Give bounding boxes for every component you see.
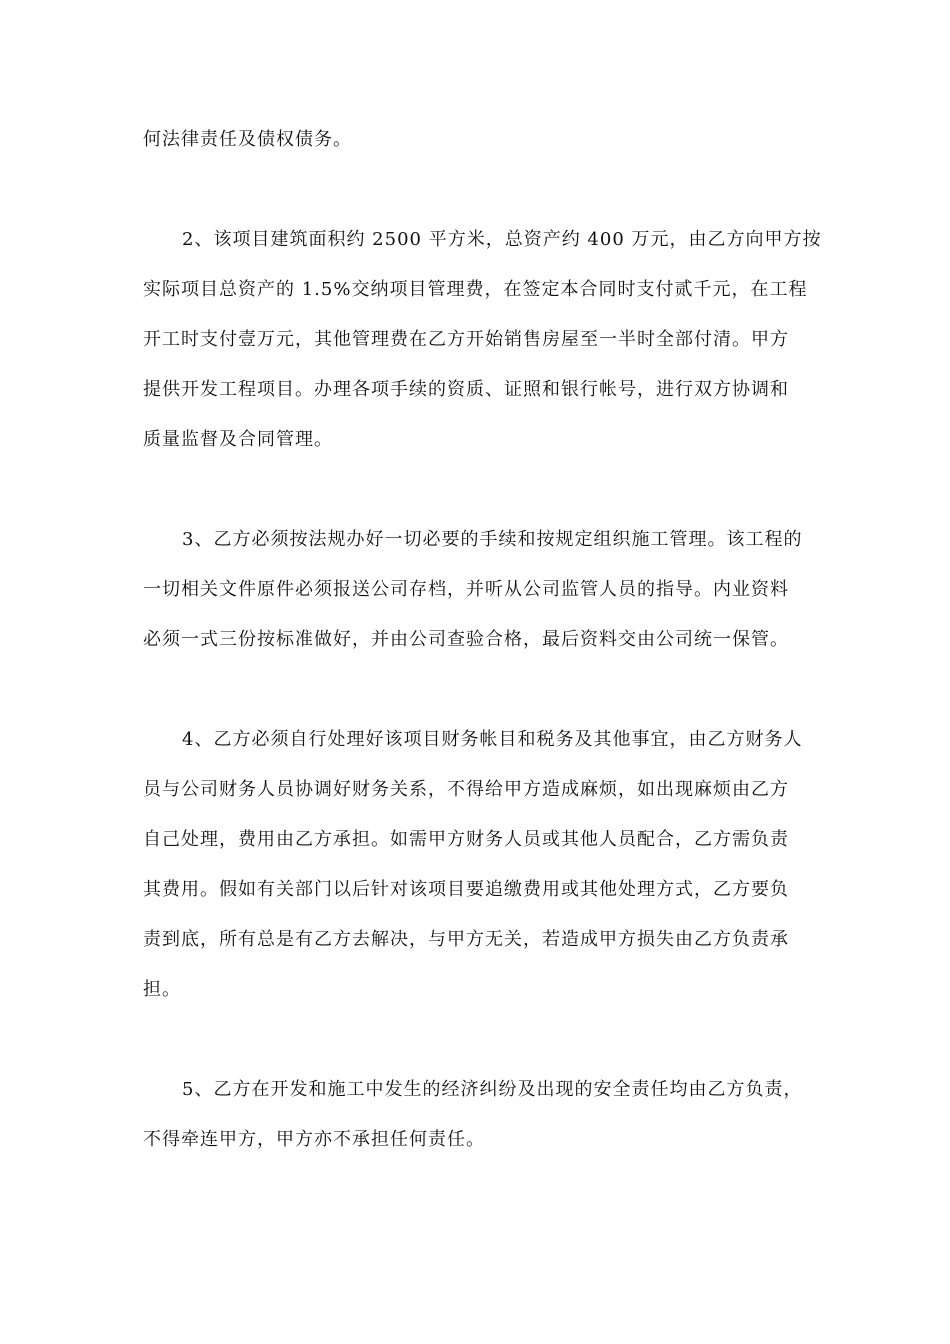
clause-5-line: 5、乙方在开发和施工中发生的经济纠纷及出现的安全责任均由乙方负责， bbox=[182, 1079, 803, 1100]
text-line: 自己处理，费用由乙方承担。如需甲方财务人员或其他人员配合，乙方需负责 bbox=[143, 829, 789, 850]
text-line: 质量监督及合同管理。 bbox=[143, 429, 333, 450]
text-line: 担。 bbox=[143, 979, 181, 1000]
text-line: 不得牵连甲方，甲方亦不承担任何责任。 bbox=[143, 1129, 485, 1150]
clause-3-line: 3、乙方必须按法规办好一切必要的手续和按规定组织施工管理。该工程的 bbox=[182, 529, 803, 550]
clause-4-line: 4、乙方必须自行处理好该项目财务帐目和税务及其他事宜，由乙方财务人 bbox=[182, 729, 803, 750]
text-line: 员与公司财务人员协调好财务关系，不得给甲方造成麻烦，如出现麻烦由乙方 bbox=[143, 779, 789, 800]
text-line: 其费用。假如有关部门以后针对该项目要追缴费用或其他处理方式，乙方要负 bbox=[143, 879, 789, 900]
text-line: 开工时支付壹万元，其他管理费在乙方开始销售房屋至一半时全部付清。甲方 bbox=[143, 329, 789, 350]
text-line: 必须一式三份按标准做好，并由公司查验合格，最后资料交由公司统一保管。 bbox=[143, 629, 789, 650]
text-line: 实际项目总资产的 1.5%交纳项目管理费，在签定本合同时支付贰千元，在工程 bbox=[143, 279, 808, 300]
text-line: 一切相关文件原件必须报送公司存档，并听从公司监管人员的指导。内业资料 bbox=[143, 579, 789, 600]
clause-2-line: 2、该项目建筑面积约 2500 平方米，总资产约 400 万元，由乙方向甲方按 bbox=[182, 229, 822, 250]
text-line: 提供开发工程项目。办理各项手续的资质、证照和银行帐号，进行双方协调和 bbox=[143, 379, 789, 400]
text-line: 何法律责任及债权债务。 bbox=[143, 129, 352, 150]
text-line: 责到底，所有总是有乙方去解决，与甲方无关，若造成甲方损失由乙方负责承 bbox=[143, 929, 789, 950]
